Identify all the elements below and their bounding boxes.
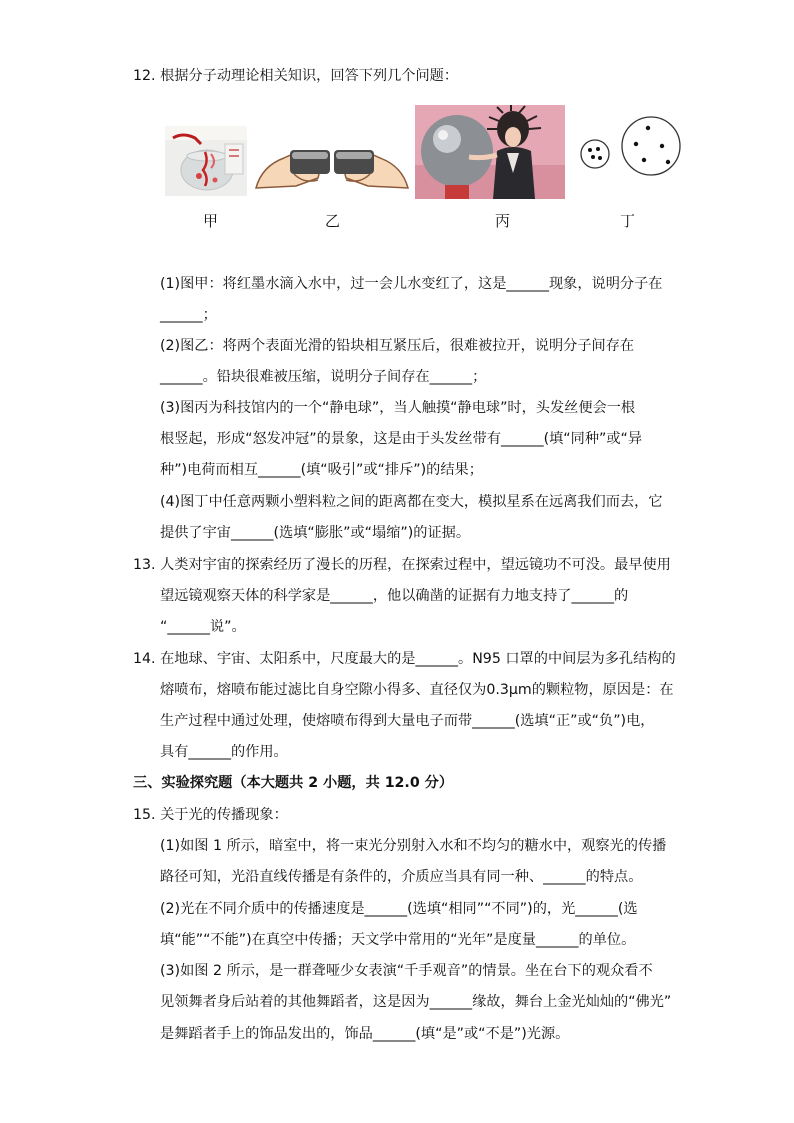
q12-line-9: 提供了宇宙______(选填“膨胀”或“塌缩”)的证据。	[160, 525, 471, 541]
q14-line-1: 14. 在地球、宇宙、太阳系中，尺度最大的是______。N95 口罩的中间层为多孔结构的	[133, 651, 676, 667]
q15-line-4: (2)光在不同介质中的传播速度是______(选填“相同”“不同”)的，光______(选	[160, 901, 638, 917]
q12-line-3: (2)图乙：将两个表面光滑的铅块相互紧压后，很难被拉开，说明分子间存在	[160, 338, 635, 354]
caption-yi: 乙	[325, 212, 341, 230]
q12-line-7: 种”)电荷而相互______(填“吸引”或“排斥”)的结果；	[160, 462, 483, 478]
section-3-heading: 三、实验探究题（本大题共 2 小题，共 12.0 分）	[133, 775, 454, 791]
q13-line-1: 13. 人类对宇宙的探索经历了漫长的历程，在探索过程中，望远镜功不可没。最早使用	[133, 557, 671, 573]
q15-line-6: (3)如图 2 所示，是一群聋哑少女表演“千手观音”的情景。坐在台下的观众看不	[160, 963, 653, 979]
figure-bing-electrostatic-ball	[415, 105, 565, 199]
q12-line-1: (1)图甲：将红墨水滴入水中，过一会儿水变红了，这是______现象，说明分子在	[160, 276, 663, 292]
q13-line-2: 望远镜观察天体的科学家是______，他以确凿的证据有力地支持了______的	[160, 588, 629, 604]
q15-line-3: 路径可知，光沿直线传播是有条件的，介质应当具有同一种、______的特点。	[160, 869, 643, 885]
q12-line-5: (3)图丙为科技馆内的一个“静电球”，当人触摸“静电球”时，头发丝便会一根	[160, 400, 636, 416]
figure-yi-lead-blocks	[254, 136, 410, 194]
q12-line-4: ______。铅块很难被压缩，说明分子间存在______；	[160, 369, 487, 385]
q12-line-8: (4)图丁中任意两颗小塑料粒之间的距离都在变大，模拟星系在远离我们而去，它	[160, 494, 663, 510]
q15-line-1: 15. 关于光的传播现象：	[133, 807, 288, 823]
q14-line-3: 生产过程中通过处理，使熔喷布得到大量电子而带______(选填“正”或“负”)电，	[160, 713, 655, 729]
q14-line-4: 具有______的作用。	[160, 744, 288, 760]
figure-ding-universe-expansion-model	[578, 116, 690, 178]
q12-line-2: ______；	[160, 307, 217, 323]
caption-jia: 甲	[203, 212, 219, 230]
question-12-stem: 12. 根据分子动理论相关知识，回答下列几个问题：	[133, 68, 459, 84]
q15-line-5: 填“能”“不能”)在真空中传播；天文学中常用的“光年”是度量______的单位。	[160, 932, 636, 948]
q15-line-8: 是舞蹈者手上的饰品发出的，饰品______(填“是”或“不是”)光源。	[160, 1026, 570, 1042]
figure-jia-ink-diffusion	[165, 126, 247, 196]
caption-ding: 丁	[620, 212, 636, 230]
q14-line-2: 熔喷布，熔喷布能过滤比自身空隙小得多、直径仅为0.3μm的颗粒物，原因是：在	[160, 682, 674, 698]
q15-line-2: (1)如图 1 所示，暗室中，将一束光分别射入水和不均匀的糖水中，观察光的传播	[160, 838, 667, 854]
q13-line-3: “______说”。	[160, 619, 246, 635]
caption-bing: 丙	[495, 212, 511, 230]
q12-line-6: 根竖起，形成“怒发冲冠”的景象，这是由于头发丝带有______(填“同种”或“异	[160, 431, 643, 447]
q15-line-7: 见领舞者身后站着的其他舞蹈者，这是因为______缘故，舞台上金光灿灿的“佛光”	[160, 994, 672, 1010]
